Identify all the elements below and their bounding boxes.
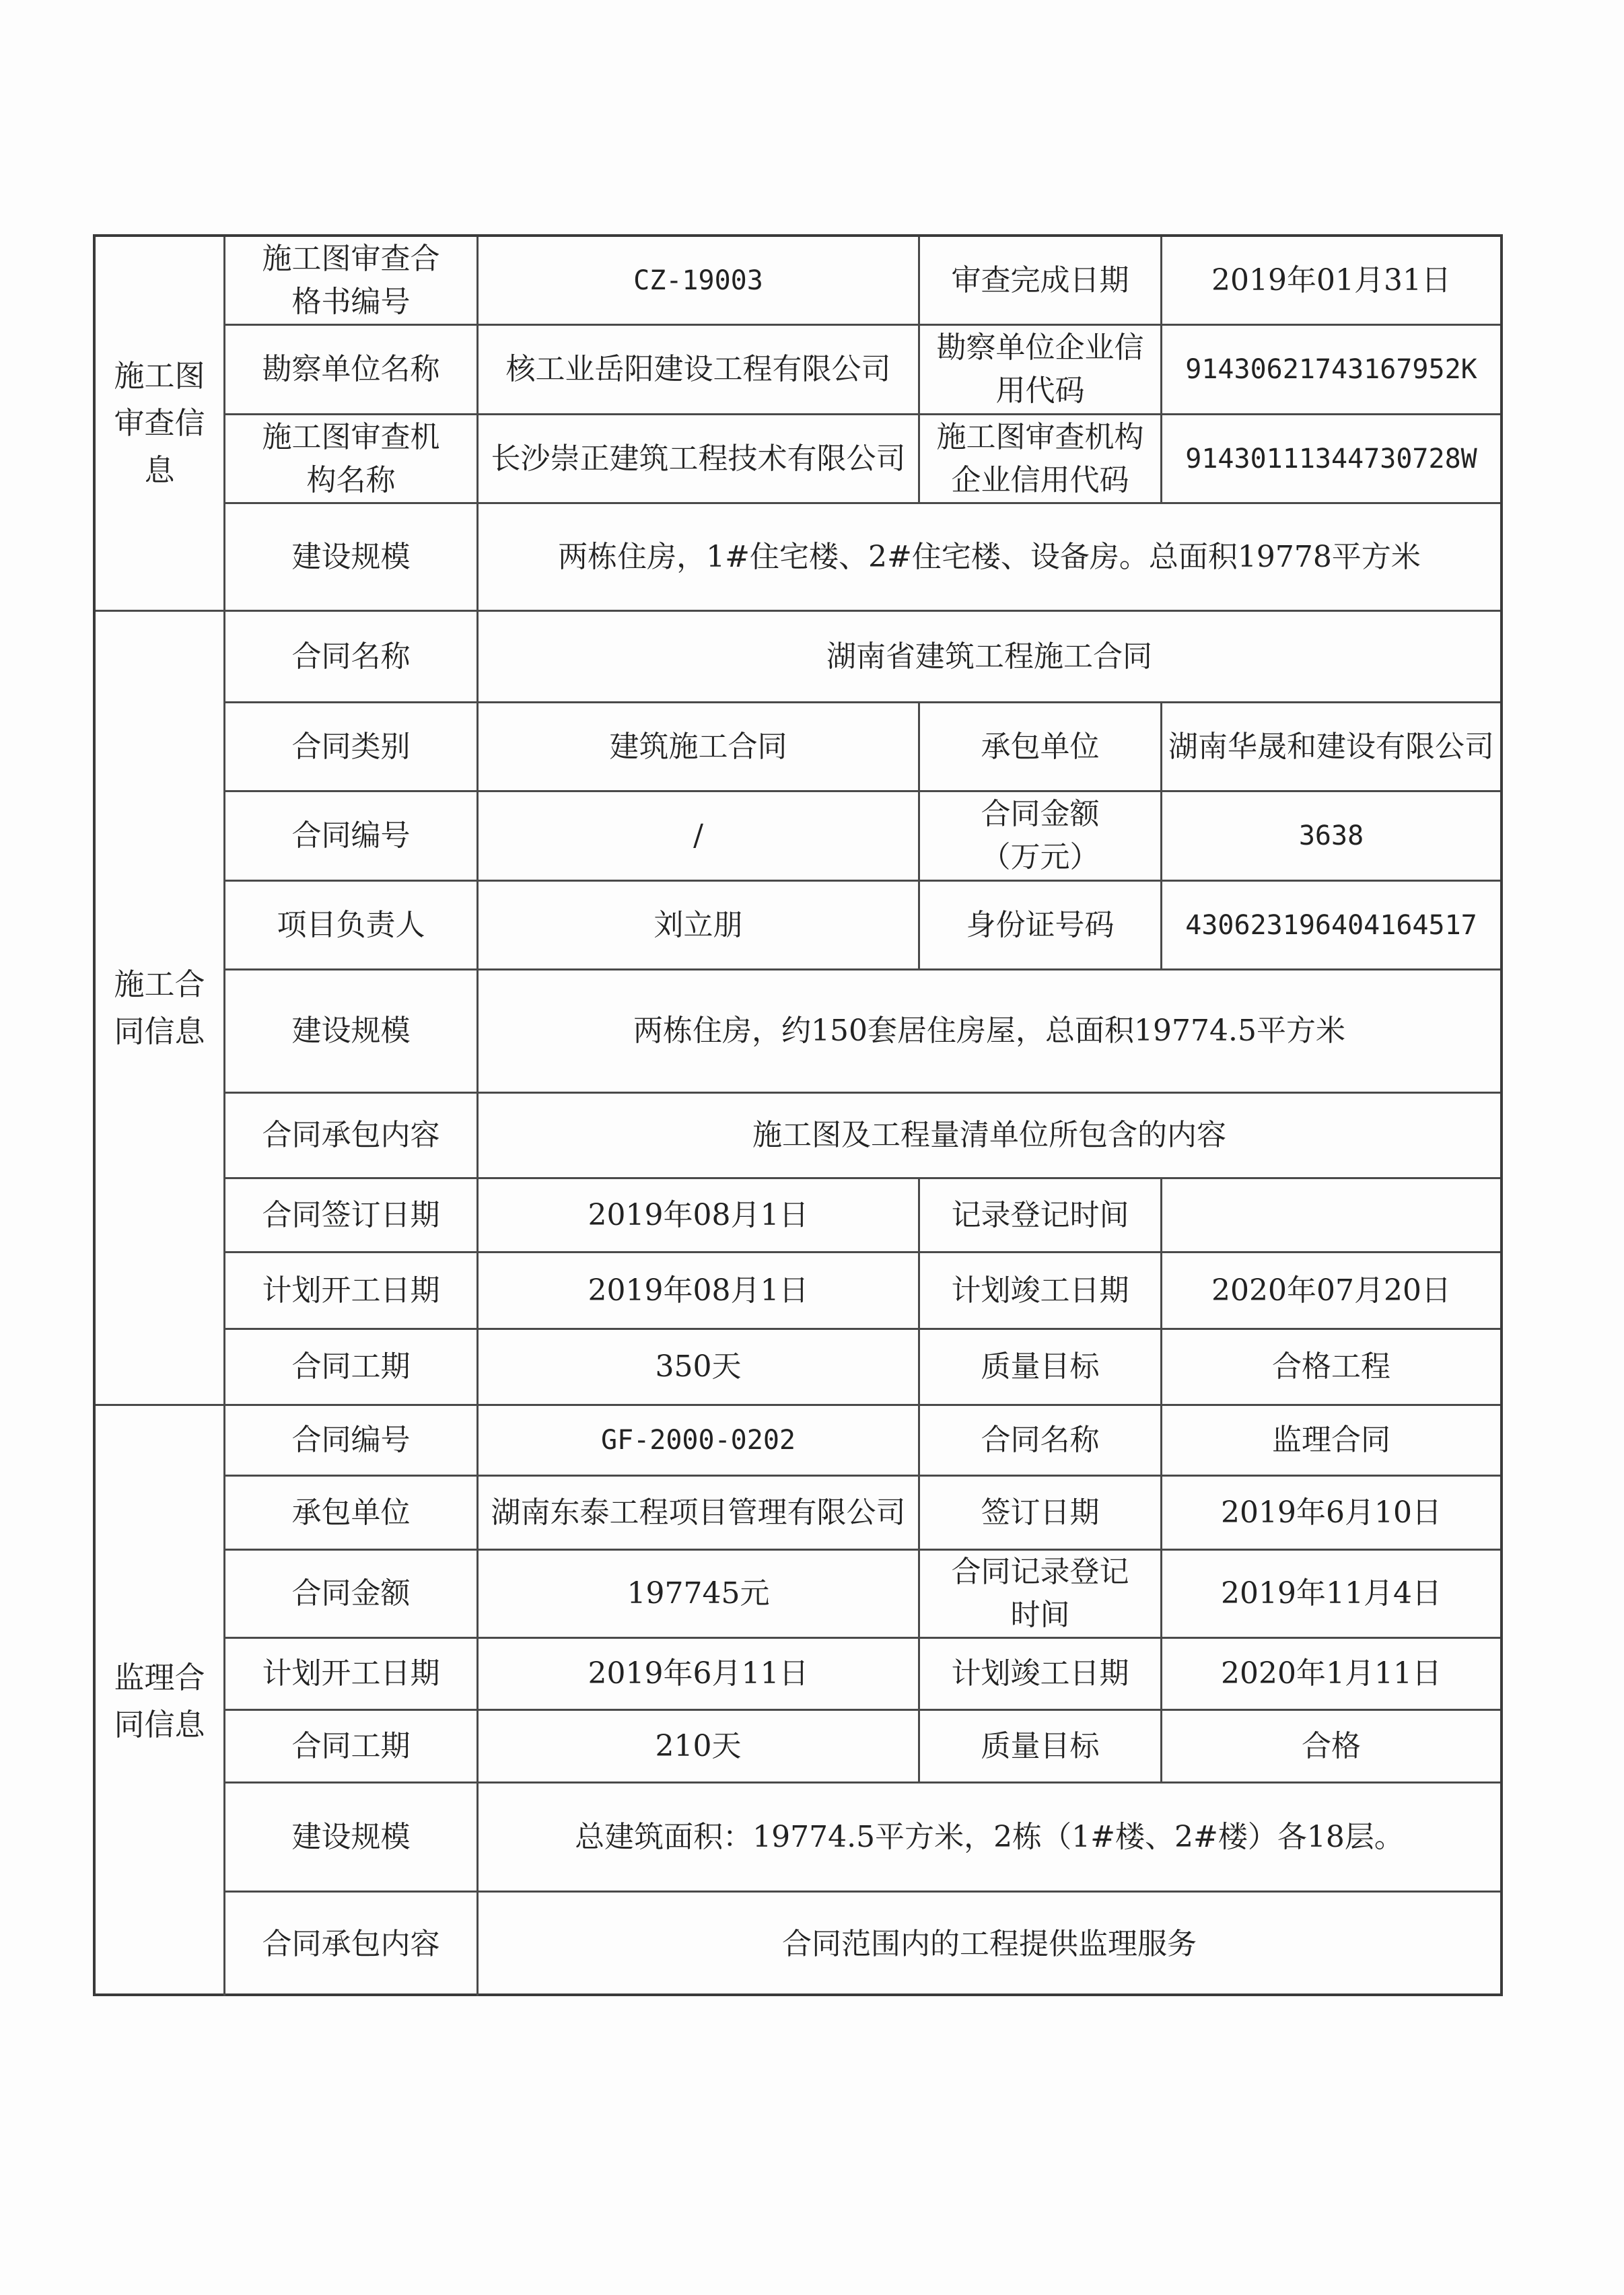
label-sup-contract-no: 合同编号 [225,1406,479,1477]
value-sign-date: 2019年08月1日 [479,1179,920,1253]
value-review-scale: 两栋住房，1#住宅楼、2#住宅楼、设备房。总面积19778平方米 [479,504,1500,612]
value-sup-content: 合同范围内的工程提供监理服务 [782,1927,1197,1962]
value-sup-amount: 197745元 [479,1551,920,1639]
label-sup-record-time: 合同记录登记时间 [920,1551,1162,1639]
label-review-org: 施工图审查机构名称 [225,415,479,504]
info-table [93,234,1503,1996]
value-sup-contract-name: 监理合同 [1162,1406,1500,1477]
label-sup-contract-name: 合同名称 [920,1406,1162,1477]
value-record-time [1162,1179,1500,1253]
label-contract-name: 合同名称 [225,612,479,703]
value-plan-start: 2019年08月1日 [479,1253,920,1330]
value-review-org: 长沙崇正建筑工程技术有限公司 [479,415,920,504]
section-label-review: 施工图审查信息 [96,237,225,612]
label-sign-date: 合同签订日期 [225,1179,479,1253]
label-review-scale: 建设规模 [225,504,479,612]
value-sup-plan-start: 2019年6月11日 [479,1639,920,1711]
label-plan-start: 计划开工日期 [225,1253,479,1330]
value-sup-record-time: 2019年11月4日 [1162,1551,1500,1639]
label-contract-period: 合同工期 [225,1330,479,1406]
label-cert-no: 施工图审查合格书编号 [225,237,479,326]
label-finish-date: 审查完成日期 [920,237,1162,326]
label-quality-target: 质量目标 [920,1330,1162,1406]
label-sup-plan-start: 计划开工日期 [225,1639,479,1711]
value-cert-no: CZ-19003 [479,237,920,326]
value-sup-sign-date: 2019年6月10日 [1162,1477,1500,1551]
label-survey-credit: 勘察单位企业信用代码 [920,326,1162,415]
value-quality-target: 合格工程 [1162,1330,1500,1406]
section-label-supervision: 监理合同信息 [96,1406,225,1996]
label-sup-sign-date: 签订日期 [920,1477,1162,1551]
value-contract-name: 湖南省建筑工程施工合同 [479,612,1500,703]
label-review-org-credit: 施工图审查机构企业信用代码 [920,415,1162,504]
value-contractor: 湖南华晟和建设有限公司 [1162,703,1500,792]
value-contract-period: 350天 [479,1330,920,1406]
value-plan-end: 2020年07月20日 [1162,1253,1500,1330]
value-contract-no: / [479,792,920,882]
label-contract-content: 合同承包内容 [225,1094,479,1179]
label-record-time: 记录登记时间 [920,1179,1162,1253]
label-sup-quality: 质量目标 [920,1711,1162,1784]
label-sup-contractor: 承包单位 [225,1477,479,1551]
label-id-number: 身份证号码 [920,882,1162,970]
label-sup-content: 合同承包内容 [225,1893,479,1996]
label-construction-scale: 建设规模 [225,970,479,1094]
value-contract-type: 建筑施工合同 [479,703,920,792]
value-contract-amount: 3638 [1162,792,1500,882]
value-id-number: 430623196404164517 [1162,882,1500,970]
label-contractor: 承包单位 [920,703,1162,792]
value-sup-scale: 总建筑面积：19774.5平方米，2栋（1#楼、2#楼）各18层。 [479,1784,1500,1893]
value-sup-plan-end: 2020年1月11日 [1162,1639,1500,1711]
label-sup-plan-end: 计划竣工日期 [920,1639,1162,1711]
value-review-org-credit: 91430111344730728W [1162,415,1500,504]
label-contract-type: 合同类别 [225,703,479,792]
value-construction-scale: 两栋住房，约150套居住房屋，总面积19774.5平方米 [479,970,1500,1094]
label-plan-end: 计划竣工日期 [920,1253,1162,1330]
value-sup-contractor: 湖南东泰工程项目管理有限公司 [479,1477,920,1551]
value-project-manager: 刘立朋 [479,882,920,970]
value-contract-content: 施工图及工程量清单位所包含的内容 [479,1094,1500,1179]
label-contract-amount: 合同金额（万元） [920,792,1162,882]
value-sup-contract-no: GF-2000-0202 [479,1406,920,1477]
value-survey-unit: 核工业岳阳建设工程有限公司 [479,326,920,415]
label-sup-period: 合同工期 [225,1711,479,1784]
label-project-manager: 项目负责人 [225,882,479,970]
label-contract-no: 合同编号 [225,792,479,882]
section-label-construction: 施工合同信息 [96,612,225,1406]
label-sup-amount: 合同金额 [225,1551,479,1639]
value-sup-quality: 合格 [1162,1711,1500,1784]
value-sup-period: 210天 [479,1711,920,1784]
label-survey-unit: 勘察单位名称 [225,326,479,415]
label-sup-scale: 建设规模 [225,1784,479,1893]
value-survey-credit: 91430621743167952K [1162,326,1500,415]
value-finish-date: 2019年01月31日 [1162,237,1500,326]
